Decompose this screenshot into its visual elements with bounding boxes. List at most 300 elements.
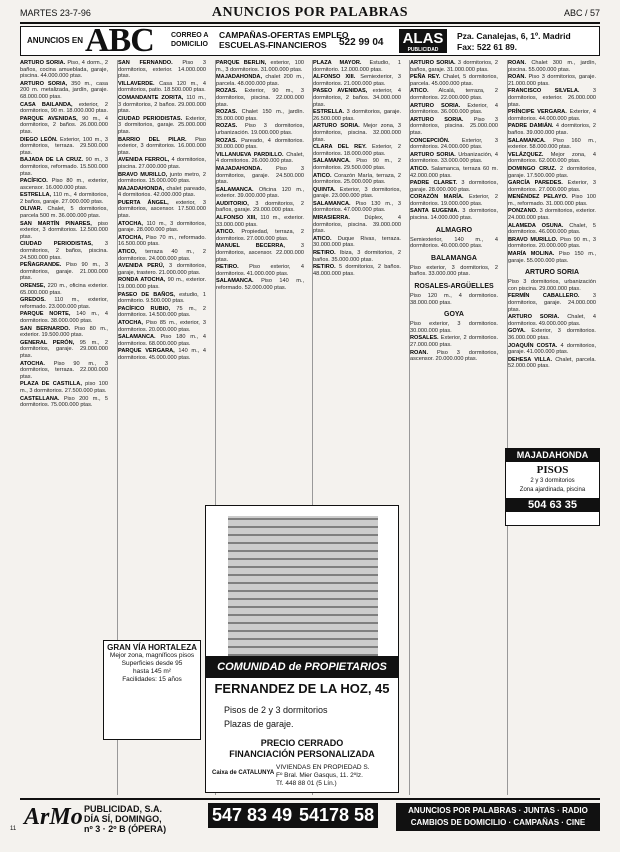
- ad-text: Chalet, 5 dormitorios. 46.000.000 ptas.: [508, 222, 596, 236]
- ad-heading: MAJADAHONDA,: [118, 185, 164, 192]
- classified-ad: [313, 74, 401, 87]
- ad-text: Oficina 120 m., exterior. 39.000.000 ptas.: [216, 186, 304, 200]
- ad-heading: PEÑAGRANDE.: [20, 262, 62, 269]
- ad-heading: DOMINGO CRUZ.: [508, 165, 557, 172]
- ad-text: Piso 90 m., 3 dormitorios, terraza. 22.000.000 ptas.: [20, 360, 108, 380]
- ad-text: 95 m., 2 dormitorios, garaje. 29.000.000 ptas.: [20, 339, 108, 359]
- page-header: [20, 4, 600, 24]
- ad-heading: ROSALES.: [410, 335, 439, 342]
- community-heading: COMUNIDAD de PROPIETARIOS: [206, 656, 398, 678]
- armo-logo: ArMo: [24, 804, 83, 830]
- bank-logo: Caixa de CATALUNYA: [212, 770, 275, 776]
- ad-text: 3 dormitorios, piscina. 14.000.000 ptas.: [410, 208, 498, 222]
- ad-heading: CIUDAD PERIODISTAS.: [118, 115, 183, 122]
- ad-heading: SALAMANCA.: [216, 278, 254, 285]
- ad-text: Salamanca, terraza 60 m. 42.000.000 ptas.: [410, 165, 498, 179]
- ad-text: Piso 80 m., exterior, ascensor. 16.000.000 ptas.: [20, 178, 108, 191]
- ad-heading: SAN BERNARDO.: [20, 325, 71, 332]
- classified-ad: [508, 152, 596, 165]
- classified-ad: [410, 152, 498, 165]
- ad-text: Piso 130 m., 3 dormitorios. 47.000.000 ptas.: [313, 200, 401, 214]
- ad-heading: MAJADAHONDA,: [216, 74, 262, 81]
- classified-ad: [313, 123, 401, 143]
- classified-ad: [313, 215, 401, 235]
- ad-text: 4 dormitorios, piscina. 27.000.000 ptas.: [118, 157, 206, 170]
- ad-heading: ARTURO SORIA.: [410, 60, 456, 66]
- ad-text: 90 m., 3 dormitorios, reformado. 15.500.000 ptas.: [20, 157, 108, 177]
- ad-text: Alcalá, terraza, 2 dormitorios. 22.000.000 ptas.: [410, 88, 498, 101]
- classified-ad: [20, 192, 108, 205]
- classified-ad: [20, 81, 108, 101]
- ad-text: 110 m., exterior. 33.000.000 ptas.: [216, 215, 304, 228]
- classified-ad: [313, 88, 401, 108]
- classified-ad: [20, 221, 108, 241]
- ad-heading: ATICO.: [410, 88, 429, 95]
- section-heading: ALMAGRO: [435, 226, 473, 234]
- classified-ad: [216, 278, 304, 291]
- classified-ad: [313, 264, 401, 277]
- ad-text: Piso 120 m., 4 dormitorios. 38.000.000 ptas.: [410, 293, 498, 306]
- ad-text: Exterior, 3 dormitorios, garaje. 23.000.000 ptas.: [313, 186, 401, 200]
- ad-text: Piso 200 m., 5 dormitorios. 75.000.000 ptas.: [20, 395, 108, 409]
- ad-heading: ATOCHA,: [118, 234, 143, 241]
- classified-ad: [313, 250, 401, 263]
- abc-banner: [20, 22, 600, 59]
- ad-heading: ALAMEDA OSUNA.: [508, 222, 564, 229]
- majadahonda-title: MAJADAHONDA: [506, 449, 599, 462]
- ad-text: piso 100 m., 3 dormitorios. 27.500.000 ptas.: [20, 381, 108, 394]
- ad-text: Piso 3 dormitorios, urbanización con piscina. 29.000.000 ptas.: [508, 279, 596, 292]
- ad-text: Chalet 150 m., jardín. 35.000.000 ptas.: [216, 109, 304, 122]
- ad-heading: MENÉNDEZ PELAYO.: [508, 194, 568, 201]
- classified-ad: [410, 74, 498, 87]
- footer-services: ANUNCIOS POR PALABRAS · JUNTAS · RADIO CAMBIOS DE DOMICILIO · CAMPAÑAS · CINE: [396, 803, 600, 831]
- ad-heading: OLIVAR.: [20, 206, 43, 213]
- ad-heading: SALAMANCA.: [313, 158, 351, 165]
- classified-ad: [20, 116, 108, 136]
- ad-heading: ESTRELLA,: [20, 192, 52, 199]
- classified-ad: [118, 277, 206, 290]
- classified-ad: [20, 297, 108, 310]
- ad-text: Piso 90 m., 2 dormitorios. 29.500.000 ptas.: [313, 158, 401, 171]
- section-heading: BALAMANGA: [431, 254, 477, 262]
- ad-text: Exterior, 3 dormitorios, garaje. 25.000.000 ptas.: [118, 115, 206, 135]
- ad-text: Estudio, 1 dormitorio. 12.000.000 ptas.: [313, 60, 401, 73]
- ad-text: Piso 160 m., exterior. 58.000.000 ptas.: [508, 137, 596, 151]
- ad-text: Chalet, parcela. 52.000.000 ptas.: [508, 356, 596, 370]
- ad-heading: CASTELLANA.: [20, 395, 60, 402]
- ad-heading: PARQUE AVENIDAS,: [20, 115, 78, 122]
- classified-ad: [118, 81, 206, 94]
- section-heading: ROSALES-ARGÜELLES: [414, 283, 494, 291]
- classified-ad: [410, 293, 498, 306]
- majadahonda-sub: PISOS: [536, 464, 569, 476]
- ad-text: 3 dormitorios, 2 baños, piscina. 24.500.000 ptas.: [20, 241, 108, 261]
- ad-heading: ATICO.: [410, 165, 429, 172]
- community-ad: [205, 505, 399, 793]
- footer-phone-2: 54178 58: [295, 803, 378, 828]
- classified-ad: [118, 116, 206, 136]
- ad-text: Exterior, 90 m., 3 dormitorios, piscina. 22.000.000 ptas.: [216, 88, 304, 108]
- ad-heading: ARTURO SORIA.: [410, 102, 461, 109]
- ad-text: Corazón María, terraza, 2 dormitorios. 25.000.000 ptas.: [313, 172, 401, 186]
- ad-heading: PEÑA REY.: [410, 74, 441, 81]
- page-footer: [20, 798, 600, 834]
- banner-contact: CORREO A DOMICILIO: [171, 32, 209, 48]
- hortaleza-line: hasta 145 m²: [133, 668, 171, 675]
- ad-text: 140 m., 4 dormitorios. 38.000.000 ptas.: [20, 311, 108, 324]
- ad-text: Piso exterior, 3 dormitorios, 2 baños. 33.000.000 ptas.: [410, 264, 498, 278]
- classified-ad: [216, 201, 304, 214]
- ad-text: 3 dormitorios, exterior. 24.000.000 ptas.: [508, 208, 596, 222]
- classified-ad: [118, 157, 206, 170]
- ad-heading: ORENSE,: [20, 283, 46, 289]
- ad-text: terraza 40 m., 2 dormitorios. 24.000.000 ptas.: [118, 249, 206, 262]
- ad-heading: ATOCHA,: [118, 319, 143, 326]
- ad-text: exterior, 3 dormitorios, ascensor. 17.500.000 ptas.: [118, 199, 206, 220]
- classified-ad: [20, 241, 108, 261]
- classified-ad: [313, 144, 401, 157]
- hortaleza-line: Facilidades: 15 años: [122, 676, 182, 683]
- ad-text: Piso 180 m., 4 dormitorios. 68.000.000 ptas.: [118, 334, 206, 347]
- ad-heading: BRAVO MURILLO,: [118, 171, 168, 178]
- ad-heading: DEHESA VILLA.: [508, 356, 552, 363]
- ad-text: Chalet, 4 dormitorios. 49.000.000 ptas.: [508, 314, 596, 327]
- ad-text: 3 dormitorios, garaje. 26.500.000 ptas.: [313, 109, 401, 122]
- ad-heading: CORAZÓN MARÍA.: [410, 194, 464, 201]
- ad-heading: ROAN.: [508, 74, 527, 81]
- classified-ad: [410, 138, 498, 151]
- classified-ad: [410, 60, 498, 73]
- ad-heading: PUERTA ÁNGEL,: [118, 199, 169, 206]
- ad-text: Exterior, 2 dormitorios. 27.000.000 ptas.: [410, 335, 498, 348]
- ad-heading: PASEO AVENIDAS,: [313, 88, 368, 95]
- ad-text: piso exterior, 3 dormitorios. 12.500.000 ptas.: [20, 220, 108, 240]
- ad-heading: ARTURO SORIA.: [20, 60, 66, 66]
- ad-heading: RONDA ATOCHA,: [118, 277, 166, 284]
- classified-ad: [216, 229, 304, 242]
- classified-ad: [410, 88, 498, 101]
- classified-ad: [410, 117, 498, 137]
- classified-ad: [410, 180, 498, 193]
- classified-ad: [410, 237, 498, 250]
- ad-heading: ATOCHA.: [20, 360, 45, 367]
- ad-text: 4 dormitorios, garaje. 41.000.000 ptas.: [508, 342, 596, 356]
- classified-ad: [118, 235, 206, 248]
- building-image: [228, 516, 378, 656]
- ad-text: Piso exterior, 3 dormitorios. 16.000.000 ptas.: [118, 136, 206, 156]
- ad-heading: PRÍNCIPE VERGARA.: [508, 109, 567, 116]
- ad-heading: SAN FERNANDO.: [118, 60, 173, 66]
- majadahonda-phone: 504 63 35: [506, 498, 599, 512]
- classified-ad: [216, 166, 304, 186]
- classified-ad: [20, 311, 108, 324]
- ad-text: Ibiza, 3 dormitorios, 2 baños. 35.000.000 ptas.: [313, 250, 401, 263]
- classified-ad: [410, 194, 498, 207]
- classified-ad: [20, 283, 108, 296]
- classified-ad: [118, 172, 206, 185]
- ad-text: Exterior, 100 m., 3 dormitorios, terraza. 29.500.000 ptas.: [20, 136, 108, 156]
- classified-ad: [313, 173, 401, 186]
- ad-text: 3 dormitorios, garaje. 24.000.000 ptas.: [508, 293, 596, 313]
- classified-ad: [313, 236, 401, 249]
- ad-heading: RETIRO.: [313, 250, 336, 257]
- ad-heading: SALAMANCA.: [508, 137, 546, 144]
- ad-heading: PARQUE VERGARA,: [118, 348, 175, 355]
- ad-text: Propiedad, terraza, 2 dormitorios. 27.000.000 ptas.: [216, 229, 304, 242]
- classified-ad: [410, 321, 498, 334]
- ad-heading: PADRE DAMIÁN.: [508, 123, 554, 130]
- ad-heading: FRANCISCO SILVELA.: [508, 88, 580, 95]
- ad-heading: SAN MARTÍN PINARES,: [20, 220, 92, 227]
- classified-ad: [118, 348, 206, 361]
- ad-text: Dúplex, 4 dormitorios, piscina. 39.000.000 ptas.: [313, 215, 401, 235]
- ad-heading: COMANDANTE ZORITA,: [118, 94, 184, 101]
- classified-ad: [20, 137, 108, 157]
- column-6: [507, 60, 596, 795]
- classified-ad: [20, 396, 108, 409]
- ad-heading: MARÍA MOLINA.: [508, 251, 555, 258]
- ad-heading: ROZAS.: [216, 137, 238, 144]
- hortaleza-title: GRAN VÍA HORTALEZA: [107, 643, 197, 652]
- classified-ad: [216, 264, 304, 277]
- ad-text: Piso 3 dormitorios, urbanización. 19.000.000 ptas.: [216, 123, 304, 136]
- ad-heading: SANTA EUGENIA.: [410, 208, 460, 215]
- ad-heading: GARCÍA PAREDES.: [508, 180, 563, 187]
- classified-ad: [410, 208, 498, 221]
- classified-ad: [20, 157, 108, 177]
- section-heading: ARTURO SORIA: [524, 269, 580, 277]
- ad-heading: ARTURO SORIA.: [508, 314, 560, 321]
- majadahonda-ad: [505, 448, 600, 526]
- ad-text: Piso 150 m., garaje. 55.000.000 ptas.: [508, 251, 596, 264]
- classified-ad: [410, 350, 498, 363]
- ad-text: junto metro, 2 dormitorios. 15.000.000 ptas.: [118, 171, 206, 185]
- ad-heading: BAJADA DE LA CRUZ.: [20, 157, 84, 164]
- ad-heading: MIRASIERRA.: [313, 215, 350, 222]
- ad-heading: ARTURO SORIA.: [313, 123, 360, 130]
- ad-text: chalet pareado, 4 dormitorios. 42.000.000 ptas.: [118, 185, 206, 199]
- community-street: FERNANDEZ DE LA HOZ, 45: [214, 681, 390, 696]
- ad-heading: GENERAL PERÓN,: [20, 339, 75, 346]
- ad-text: exterior, 4 dormitorios, 2 baños. 34.000.000 ptas.: [313, 88, 401, 108]
- classified-ad: [118, 137, 206, 157]
- hortaleza-line: Mejor zona, magníficos pisos: [109, 652, 195, 659]
- classified-ad: [508, 180, 596, 193]
- ad-text: Chalet, 4 dormitorios. 26.000.000 ptas.: [216, 151, 304, 165]
- ad-heading: ATICO,: [118, 249, 137, 256]
- ad-heading: ROAN.: [508, 60, 527, 66]
- ad-heading: FERMÍN CABALLERO.: [508, 293, 580, 300]
- classified-ad: [118, 186, 206, 199]
- ad-text: Exterior, 2 dormitorios. 18.000.000 ptas.: [313, 144, 401, 157]
- ad-heading: ALFONSO XIII.: [313, 74, 356, 81]
- ad-text: 5 dormitorios, 2 baños. 48.000.000 ptas.: [313, 264, 401, 277]
- ad-heading: SALAMANCA.: [313, 200, 351, 207]
- classified-ad: [216, 187, 304, 200]
- ad-text: 350 m., casa 200 m. metalizada, jardín, garaje. 68.000.000 ptas.: [20, 80, 108, 100]
- ad-heading: PLAZA DE CASTILLA,: [20, 381, 82, 388]
- ad-text: chalet 200 m., parcela. 48.000.000 ptas.: [216, 74, 304, 87]
- ad-text: 3 dormitorios, garaje. 28.000.000 ptas.: [410, 180, 498, 193]
- ad-text: exterior, 100 m., 3 dormitorios. 31.000.000 ptas.: [216, 60, 304, 73]
- classified-ad: [410, 265, 498, 278]
- ad-heading: ARTURO SORIA.: [410, 116, 464, 123]
- banner-campaign: CAMPAÑAS-OFERTAS EMPLEO ESCUELAS-FINANCIEROS: [219, 30, 349, 50]
- community-contact: VIVIENDAS EN PROPIEDAD S. Fº Bral. Mier Gasqus, 11. 2ºIz. Tf. 448 88 01 (5 Lín.): [276, 764, 370, 787]
- ad-text: Piso 80 m., exterior. 19.500.000 ptas.: [20, 325, 108, 339]
- ad-heading: ROAN.: [410, 349, 429, 356]
- ad-text: Duque Rivas, terraza. 30.000.000 ptas.: [313, 235, 401, 249]
- classified-ad: [216, 243, 304, 263]
- classified-ad: [20, 206, 108, 219]
- classified-ad: [313, 201, 401, 214]
- column-5: [409, 60, 498, 795]
- classified-ad: [20, 340, 108, 360]
- ad-text: 75 m., 2 dormitorios. 14.500.000 ptas.: [118, 305, 206, 319]
- ad-heading: CIUDAD PERIODISTAS,: [20, 241, 93, 248]
- section-title: ANUNCIOS POR PALABRAS: [211, 5, 409, 20]
- classified-ad: [508, 357, 596, 370]
- ad-heading: SALAMANCA.: [216, 186, 254, 193]
- ad-heading: QUINTA.: [313, 186, 336, 193]
- classified-ad: [508, 88, 596, 108]
- ad-text: Piso exterior, 3 dormitorios. 30.000.000 ptas.: [410, 321, 498, 334]
- ad-text: Urbanización, 4 dormitorios. 33.000.000 ptas.: [410, 151, 498, 165]
- ad-text: Piso 100 m., reformado. 31.000.000 ptas.: [508, 194, 596, 207]
- ad-heading: MANUEL BECERRA,: [216, 243, 285, 250]
- ad-heading: SALAMANCA.: [118, 334, 156, 341]
- banner-phone: 522 99 04: [339, 37, 384, 48]
- ad-text: 140 m., 4 dormitorios. 45.000.000 ptas.: [118, 348, 206, 361]
- classified-ad: [118, 306, 206, 319]
- classified-ad: [508, 138, 596, 151]
- classified-ad: [118, 200, 206, 220]
- ad-heading: ROZAS.: [216, 88, 238, 95]
- abc-logo: ABC: [85, 22, 154, 59]
- classified-ad: [216, 109, 304, 122]
- ad-text: Piso 85 m., exterior, 3 dormitorios. 20.000.000 ptas.: [118, 319, 206, 333]
- ad-heading: PADRE CLARET.: [410, 180, 458, 187]
- classified-ad: [508, 123, 596, 136]
- ad-text: 110 m., 3 dormitorios, garaje. 28.000.000 ptas.: [118, 220, 206, 234]
- ad-text: Exterior, 3 dormitorios. 24.000.000 ptas.: [410, 137, 498, 151]
- classified-ad: [118, 292, 206, 305]
- classified-ad: [118, 320, 206, 333]
- classified-ad: [216, 123, 304, 136]
- classified-ad: [216, 60, 304, 73]
- ad-text: Piso 140 m., reformado. 52.000.000 ptas.: [216, 278, 304, 291]
- classified-ad: [118, 249, 206, 262]
- ad-heading: GREDOS.: [20, 297, 46, 304]
- ad-heading: RETIRO.: [313, 264, 336, 271]
- ad-text: 110 m., exterior, reformado. 23.000.000 ptas.: [20, 297, 108, 310]
- issue-date: MARTES 23-7-96: [20, 8, 91, 18]
- classified-ad: [508, 328, 596, 341]
- ad-heading: PACÍFICO.: [20, 178, 48, 185]
- ad-heading: PONZANO.: [508, 208, 538, 215]
- classified-ad: [216, 88, 304, 108]
- community-features: Pisos de 2 y 3 dormitorios Plazas de garaje.: [224, 705, 328, 729]
- ad-text: Piso 3 dormitorios, exterior. 14.000.000 ptas.: [118, 60, 206, 80]
- classified-ad: [20, 326, 108, 339]
- classified-ad: [20, 102, 108, 115]
- ad-heading: PARQUE BERLÍN,: [216, 60, 267, 66]
- classified-ad: [216, 152, 304, 165]
- footer-phone-1: 547 83 49: [208, 803, 296, 828]
- classified-ad: [508, 60, 596, 73]
- hortaleza-ad: [103, 640, 201, 740]
- classified-ad: [508, 74, 596, 87]
- ad-text: 3 dormitorios, 2 baños, garaje. 31.000.000 ptas.: [410, 60, 498, 73]
- ad-text: Piso 70 m., reformado. 16.500.000 ptas.: [118, 234, 206, 248]
- ad-text: 220 m., oficina exterior. 65.000.000 ptas.: [20, 283, 108, 296]
- ad-heading: ATOCHA,: [118, 220, 143, 227]
- classified-ad: [118, 95, 206, 115]
- classified-ad: [508, 166, 596, 179]
- majadahonda-line: 2 y 3 dormitorios: [530, 478, 575, 484]
- ad-text: 3 dormitorios, garaje, trastero. 21.000.000 ptas.: [118, 263, 206, 276]
- ad-heading: ARTURO SORIA.: [410, 151, 456, 158]
- ad-text: Mejor zona, 4 dormitorios. 62.000.000 ptas.: [508, 151, 596, 165]
- ad-text: Exterior, 4 dormitorios. 36.000.000 ptas.: [410, 102, 498, 116]
- classified-ad: [508, 237, 596, 250]
- classified-ad: [216, 138, 304, 151]
- ad-text: 3 dormitorios, exterior. 26.000.000 ptas.: [508, 88, 596, 108]
- classified-ad: [410, 103, 498, 116]
- ad-text: 4 dormitorios, 2 baños. 39.000.000 ptas.: [508, 123, 596, 136]
- column-1: [20, 60, 108, 795]
- ad-text: Exterior, 3 dormitorios. 27.000.000 ptas.: [508, 180, 596, 193]
- ad-heading: PASEO DE BAÑOS,: [118, 291, 175, 298]
- ad-text: 3 dormitorios, ascensor. 22.000.000 ptas.: [216, 243, 304, 263]
- ad-text: 90 m., exterior. 19.000.000 ptas.: [118, 277, 206, 290]
- ad-text: exterior, 2 dormitorios, 90 m. 18.000.000 ptas.: [20, 101, 108, 115]
- section-heading: GOYA: [444, 311, 464, 319]
- ad-heading: JOAQUÍN COSTA.: [508, 342, 558, 349]
- ad-text: Exterior, 4 dormitorios. 44.000.000 ptas.: [508, 109, 596, 122]
- banner-address: Pza. Canalejas, 6, 1º. Madrid Fax: 522 61 89.: [457, 31, 571, 52]
- ad-text: Chalet 300 m., jardín, piscina. 55.000.000 ptas.: [508, 60, 596, 73]
- ad-heading: ATICO.: [313, 235, 332, 242]
- agency-info: PUBLICIDAD, S.A. DÍA SÍ, DOMINGO, nº 3 · 2º B (ÓPERA): [84, 804, 167, 834]
- classified-ad: [508, 343, 596, 356]
- ad-heading: ROZAS.: [216, 123, 238, 130]
- ad-text: Piso, 4 dorm., 2 baños, cocina amueblada, garaje, piscina. 44.000.000 ptas.: [20, 60, 108, 80]
- ad-heading: ROZAS.: [216, 109, 238, 116]
- classified-ad: [508, 279, 596, 292]
- ad-text: Piso 3 dormitorios, garaje. 21.000.000 ptas.: [508, 74, 596, 87]
- classified-ad: [508, 109, 596, 122]
- classified-ad: [410, 166, 498, 179]
- classified-ad: [508, 314, 596, 327]
- ad-heading: AVENIDA FERROL,: [118, 157, 170, 164]
- classified-ad: [118, 334, 206, 347]
- ad-text: 90 m., 4 dormitorios, 2 baños. 26.000.000 ptas.: [20, 115, 108, 135]
- classified-ad: [410, 335, 498, 348]
- ad-heading: VILLAVERDE.: [118, 80, 155, 87]
- classified-ad: [118, 263, 206, 276]
- ad-text: 3 dormitorios, 2 baños, garaje. 29.000.000 ptas.: [216, 200, 304, 214]
- ad-text: Mejor zona, 3 dormitorios, piscina. 32.000.000 ptas.: [313, 123, 401, 143]
- classified-ad: [20, 262, 108, 282]
- ad-text: Exterior, 2 dormitorios. 19.000.000 ptas.: [410, 194, 498, 207]
- ad-text: Piso 3 dormitorios, ascensor. 20.000.000 ptas.: [410, 349, 498, 363]
- ad-heading: CASA BAILANDA,: [20, 101, 73, 108]
- ad-text: Piso 90 m., 3 dormitorios, garaje. 21.000.000 ptas.: [20, 262, 108, 282]
- ad-heading: GOYA.: [508, 328, 526, 335]
- ad-heading: AVENIDA PERÚ,: [118, 263, 165, 270]
